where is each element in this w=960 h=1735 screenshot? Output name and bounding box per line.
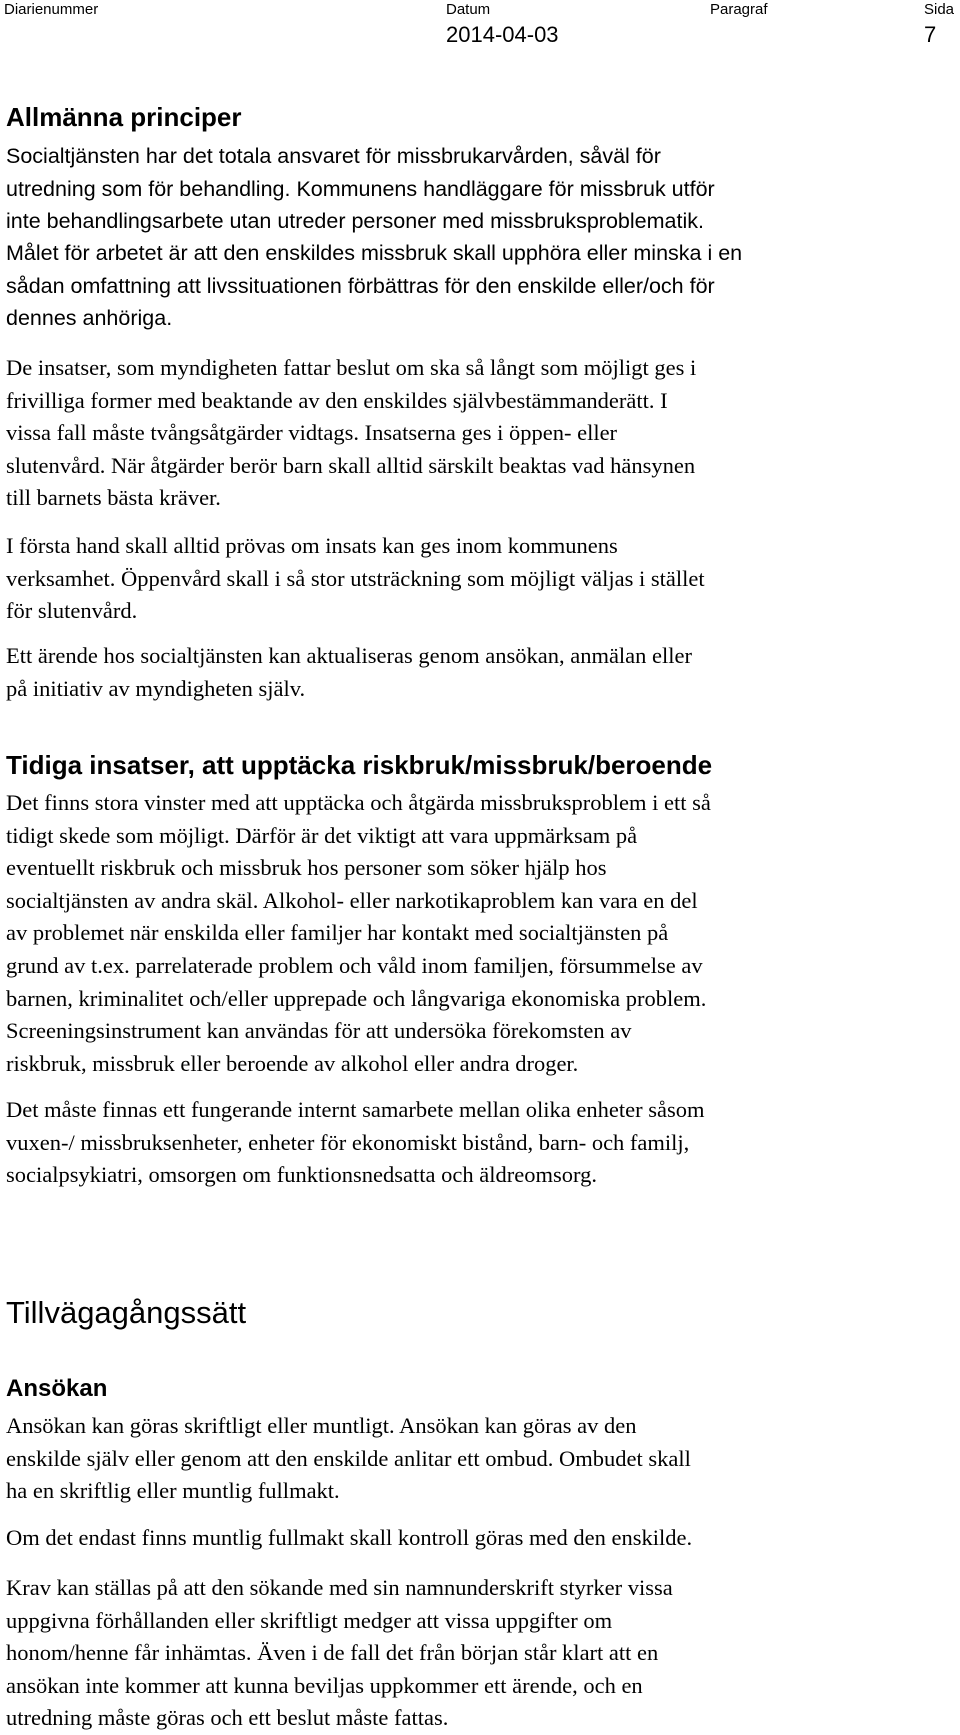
section-heading-allmanna-principer: Allmänna principer xyxy=(6,102,242,132)
page-number: 7 xyxy=(924,22,937,47)
paragraph-muntlig-fullmakt: Om det endast finns muntlig fullmakt skall kontroll göras med den enskilde. xyxy=(6,1525,693,1550)
datum-label: Datum xyxy=(446,1,491,18)
paragraph-ansokan-form: Ansökan kan göras skriftligt eller muntligt. Ansökan kan göras av den enskilde själv eller genom att den enskilde anlitar ett ombud. Ombudet skall ha en skriftlig eller muntlig fullmakt. xyxy=(6,1413,691,1504)
paragraph-samarbete: Det måste finnas ett fungerande internt samarbete mellan olika enheter såsom vuxen-/ missbruksenheter, enheter för ekonomiskt bistånd, barn- och familj, socialpsykiatri, omsorgen om funktionsnedsatta och äldreomsorg. xyxy=(6,1097,705,1188)
paragraph-goal: Målet för arbetet är att den enskildes missbruk skall upphöra eller minska i en sådan omfattning att livssituationen förbättras för den enskilde eller/och för dennes anhöriga. xyxy=(6,241,743,331)
datum-value: 2014-04-03 xyxy=(446,22,559,47)
paragraph-vinster: Det finns stora vinster med att upptäcka och åtgärda missbruksproblem i ett så tidigt skede som möjligt. Därför är det viktigt att vara uppmärksam på eventuellt riskbruk och missbruk hos personer som söker hjälp hos socialtjänsten av andra skäl. Alkohol- eller narkotikaproblem kan vara en del av problemet när enskilda eller familjer har kontakt med socialtjänsten på grund av t.ex. parrelaterade problem och våld inom familjen, försummelse av barnen, kriminalitet och/eller upprepade och långvariga ekonomiska problem. Screeningsinstrument kan användas för att undersöka förekomsten av riskbruk, missbruk eller beroende av alkohol eller andra droger. xyxy=(6,790,711,1076)
sida-label: Sida xyxy=(924,1,955,18)
subheading-ansokan: Ansökan xyxy=(6,1375,108,1402)
section-heading-tidiga-insatser: Tidiga insatser, att upptäcka riskbruk/missbruk/beroende xyxy=(6,750,713,780)
paragraph-intro: Socialtjänsten har det totala ansvaret för missbrukarvården, såväl för utredning som för behandling. Kommunens handläggare för missbruk utför inte behandlingsarbete utan utreder personer med missbruksproblematik. xyxy=(6,144,715,234)
paragraph-krav: Krav kan ställas på att den sökande med sin namnunderskrift styrker vissa uppgivna förhållanden eller skriftligt medger att vissa uppgifter om honom/henne får inhämtas. Även i de fall det från början står klart att en ansökan inte kommer att kunna beviljas uppkommer ett ärende, och en utredning måste göras och ett beslut måste fattas. xyxy=(6,1575,673,1731)
section-heading-tillvagagangssatt: Tillvägagångssätt xyxy=(6,1295,247,1330)
paragraf-label: Paragraf xyxy=(710,1,768,18)
paragraph-forsta-hand: I första hand skall alltid prövas om insats kan ges inom kommunens verksamhet. Öppenvård skall i så stor utsträckning som möjligt väljas i stället för slutenvård. xyxy=(6,533,705,624)
paragraph-insatser: De insatser, som myndigheten fattar beslut om ska så långt som möjligt ges i frivilliga former med beaktande av den enskildes självbestämmanderätt. I vissa fall måste tvångsåtgärder vidtags. Insatserna ges i öppen- eller slutenvård. När åtgärder berör barn skall alltid särskilt beaktas vad hänsynen till barnets bästa kräver. xyxy=(6,355,697,511)
diarienummer-label: Diarienummer xyxy=(4,1,99,18)
document-header xyxy=(0,0,960,24)
paragraph-arende: Ett ärende hos socialtjänsten kan aktualiseras genom ansökan, anmälan eller på initiativ av myndigheten själv. xyxy=(6,643,693,701)
